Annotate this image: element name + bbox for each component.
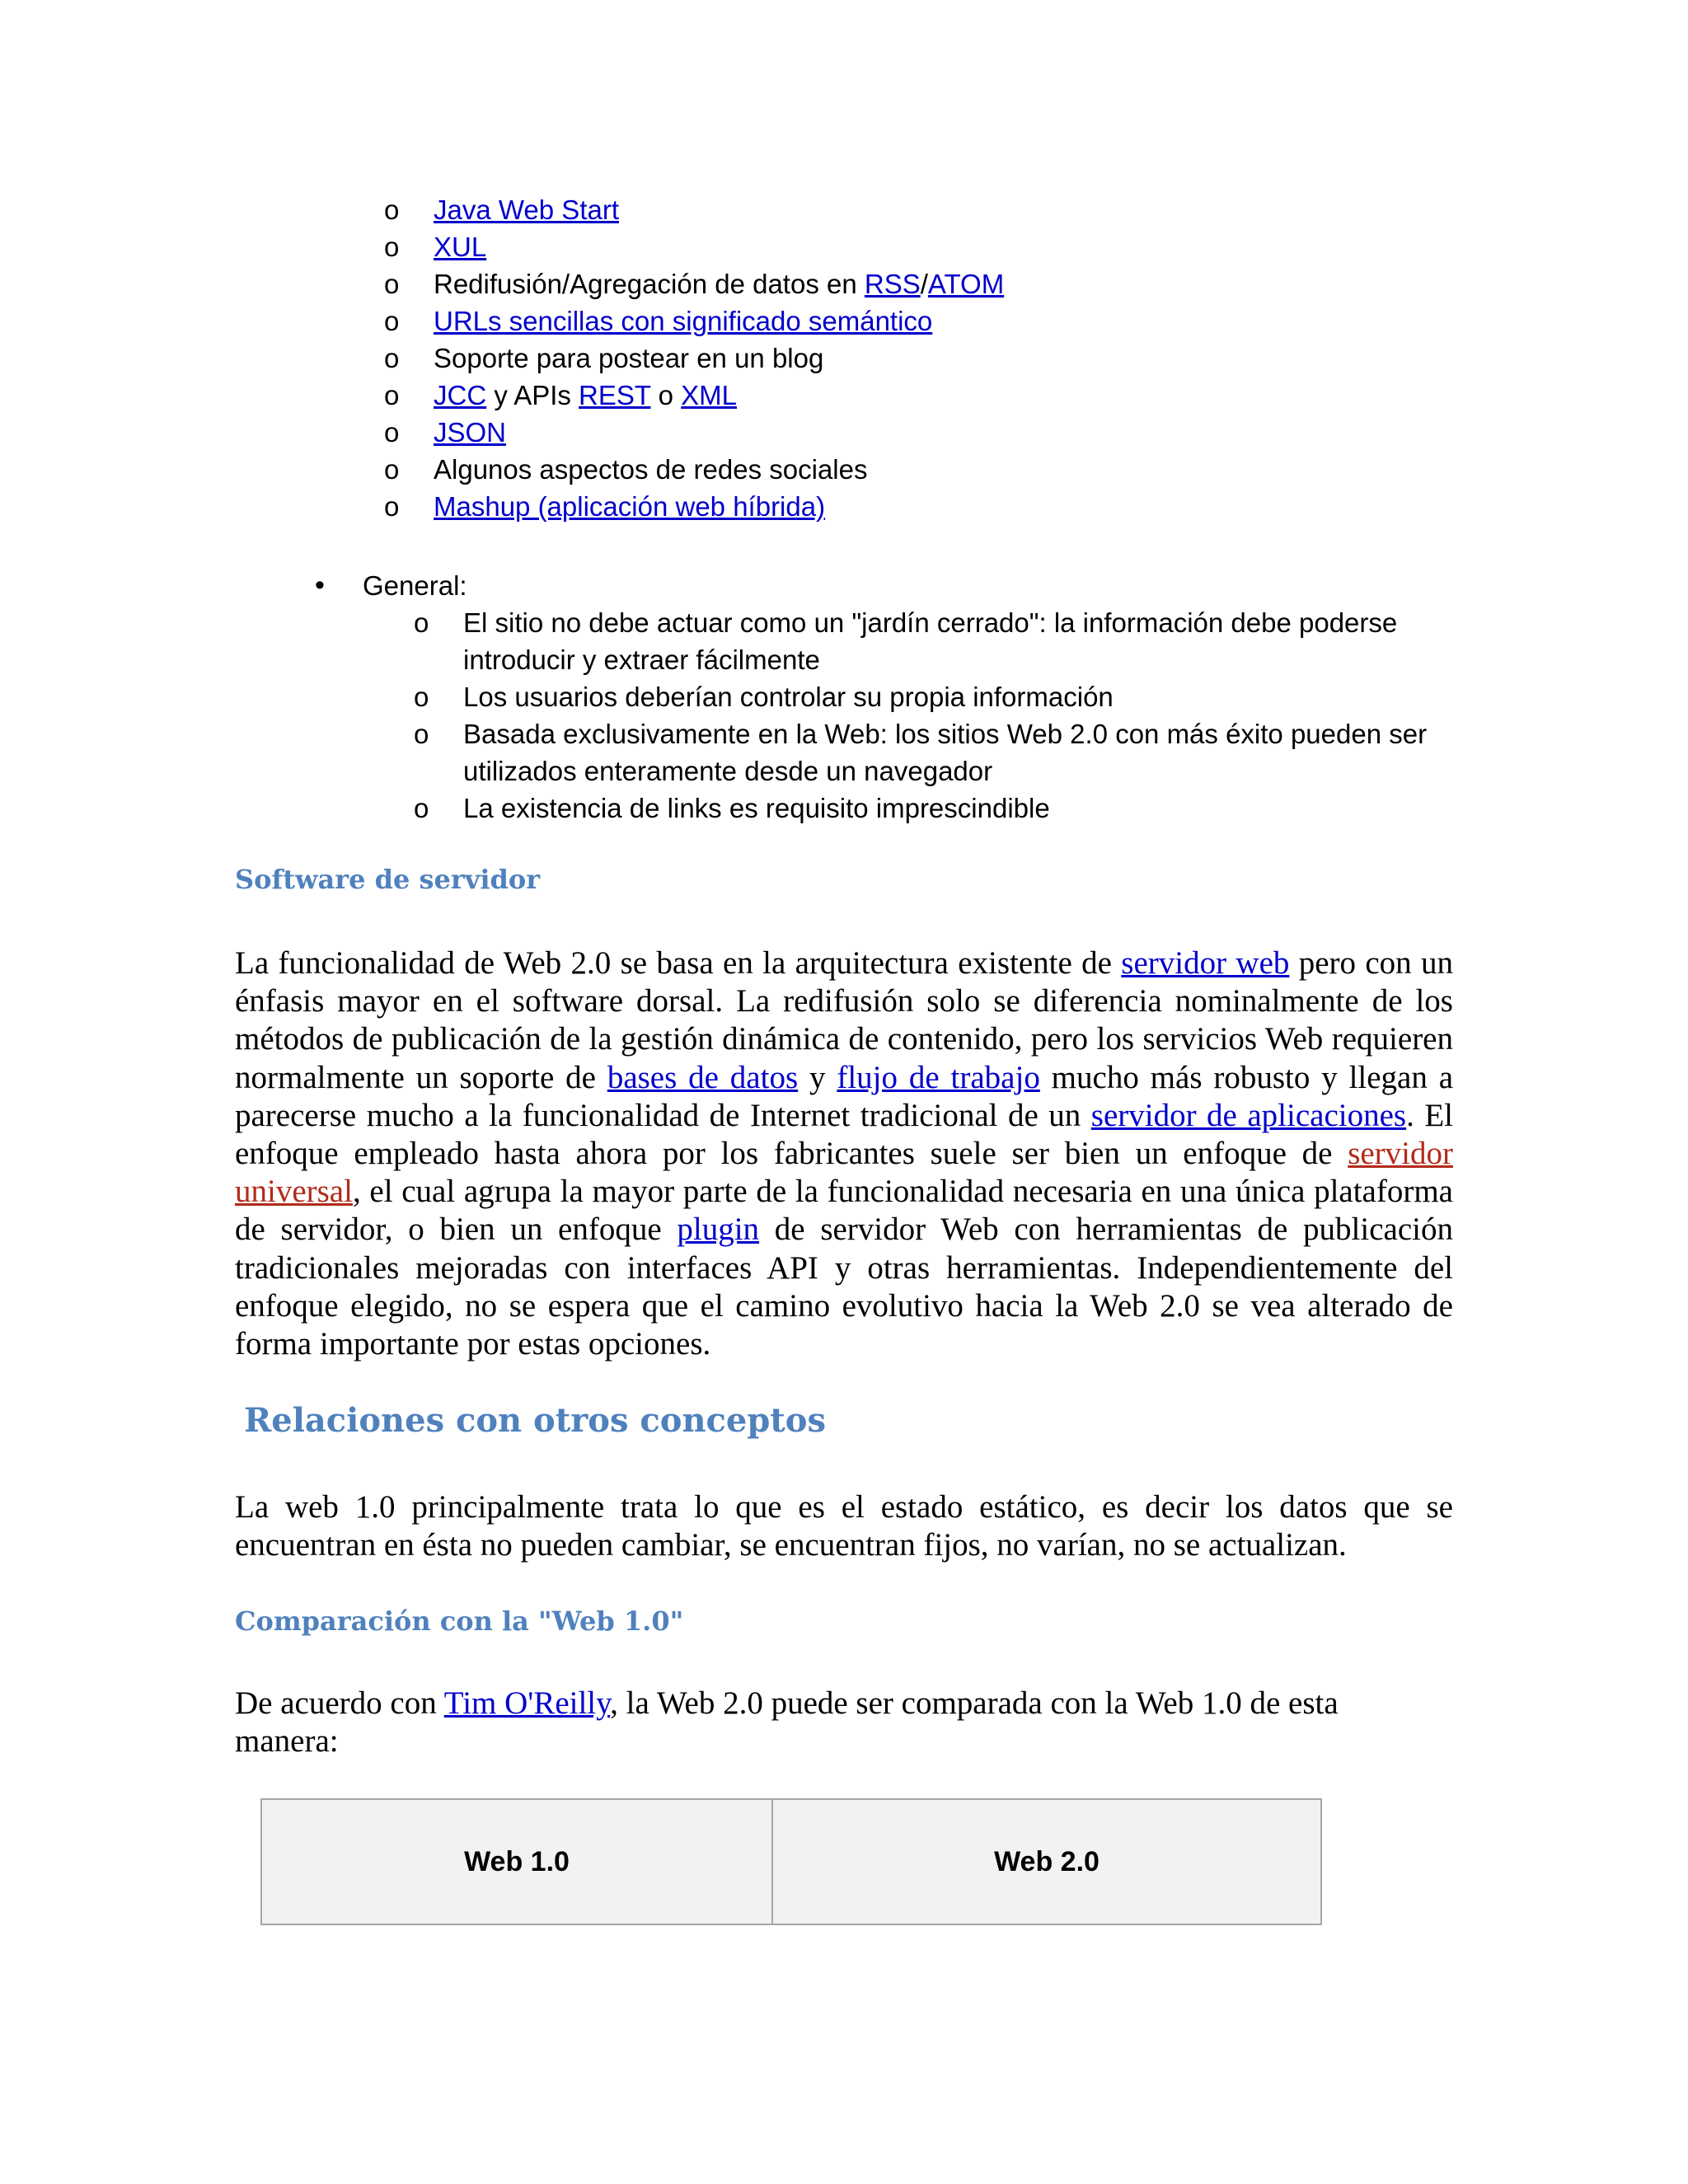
link-bases-de-datos[interactable]: bases de datos [607,1059,799,1095]
circle-bullet-icon: o [384,417,400,448]
link-tim-oreilly[interactable]: Tim O'Reilly [443,1685,611,1721]
table-header-row [261,1799,1321,1924]
comparacion-paragraph [235,1685,1405,1760]
paragraph-text: mucho más robusto y llegan a parecerse mucho a la funcionalidad de Internet tradicional de un [235,1059,1454,1133]
link-servidor-web[interactable]: servidor web [1121,945,1290,981]
list-item [0,715,1688,790]
list-text: La existencia de links es requisito imprescindible [463,793,1050,823]
table-header-web10: Web 1.0 [261,1799,772,1924]
list-item [0,302,1688,340]
circle-bullet-icon: o [384,491,400,522]
link-mashup[interactable]: Mashup (aplicación web híbrida) [434,491,826,522]
section-heading-software: Software de servidor [235,864,541,895]
list-text: o [650,380,682,410]
list-item [0,191,1688,228]
general-heading-item [0,567,1688,604]
sub-bullet-list [0,191,1688,525]
list-text: Redifusión/Agregación de datos en [434,269,865,299]
circle-bullet-icon: o [414,719,429,749]
circle-bullet-icon: o [384,380,400,410]
link-atom[interactable]: ATOM [927,269,1005,299]
link-flujo-de-trabajo[interactable]: flujo de trabajo [837,1059,1040,1095]
list-item [0,790,1688,827]
list-text: / [920,269,928,299]
list-item [0,340,1688,377]
circle-bullet-icon: o [384,269,400,299]
list-item [0,265,1688,302]
circle-bullet-icon: o [414,607,429,638]
link-plugin[interactable]: plugin [677,1212,760,1248]
table-header-web20: Web 2.0 [772,1799,1321,1924]
general-list [0,567,1688,827]
paragraph-text: pero con un énfasis mayor en el software dorsal. La redifusión solo se diferencia nominalmente de los métodos de publicación de la gestión dinámica de contenido, pero los servicios Web requieren normalmente un soporte de [235,945,1453,1095]
paragraph-text: de servidor Web con herramientas de publicación tradicionales mejoradas con interfaces API y otras herramientas. Independientemente del enfoque elegido, no se espera que el camino evolutivo hacia la Web 2.0 se vea alterado de forma importante por estas opciones. [235,1212,1453,1362]
list-text: Soporte para postear en un blog [434,343,824,373]
list-text: El sitio no debe actuar como un "jardín cerrado": la información debe poderse introducir y extraer fácilmente [463,607,1398,675]
link-rss[interactable]: RSS [864,269,921,299]
circle-bullet-icon: o [384,343,400,373]
list-text: Basada exclusivamente en la Web: los sitios Web 2.0 con más éxito pueden ser utilizados enteramente desde un navegador [463,719,1428,786]
list-item [0,228,1688,265]
link-jcc[interactable]: JCC [434,380,487,410]
list-text: Los usuarios deberían controlar su propia información [463,682,1114,712]
link-json[interactable]: JSON [434,417,507,448]
comparison-table [260,1798,1322,1925]
paragraph-text: y [798,1059,837,1095]
circle-bullet-icon: o [414,793,429,823]
list-item [0,377,1688,414]
list-item [0,488,1688,525]
list-item [0,451,1688,488]
circle-bullet-icon: o [414,682,429,712]
link-xul[interactable]: XUL [434,232,487,262]
circle-bullet-icon: o [384,454,400,485]
link-urls-sencillas[interactable]: URLs sencillas con significado semántico [434,306,933,336]
link-rest[interactable]: REST [579,380,651,410]
link-xml[interactable]: XML [681,380,738,410]
section-heading-relaciones: Relaciones con otros conceptos [244,1401,826,1440]
paragraph-text: De acuerdo con [235,1685,444,1721]
paragraph-text: . El enfoque empleado hasta ahora por los fabricantes suele ser bien un enfoque de [235,1097,1453,1172]
list-text: Algunos aspectos de redes sociales [434,454,868,485]
paragraph-text: , la Web 2.0 puede ser comparada con la Web 1.0 de esta manera: [235,1685,1339,1760]
software-paragraph [235,944,1453,1363]
list-text: y APIs [486,380,579,410]
link-java-web-start[interactable]: Java Web Start [434,194,619,225]
list-item [0,414,1688,451]
link-servidor-universal[interactable]: servidor universal [235,1136,1453,1210]
list-item [0,604,1688,678]
section-heading-comparacion: Comparación con la "Web 1.0" [235,1605,684,1637]
circle-bullet-icon: o [384,194,400,225]
paragraph-text: La funcionalidad de Web 2.0 se basa en la arquitectura existente de [235,945,1122,981]
relaciones-paragraph: La web 1.0 principalmente trata lo que es el estado estático, es decir los datos que se encuentran en ésta no pueden cambiar, se encuentran fijos, no varían, no se actualizan. [235,1489,1453,1563]
general-label: General: [363,570,467,601]
list-item [0,678,1688,715]
disc-bullet-icon: • [315,569,325,601]
circle-bullet-icon: o [384,306,400,336]
paragraph-text: , el cual agrupa la mayor parte de la funcionalidad necesaria en una única plataforma de servidor, o bien un enfoque [235,1174,1453,1248]
circle-bullet-icon: o [384,232,400,262]
link-servidor-de-aplicaciones[interactable]: servidor de aplicaciones [1090,1097,1407,1133]
